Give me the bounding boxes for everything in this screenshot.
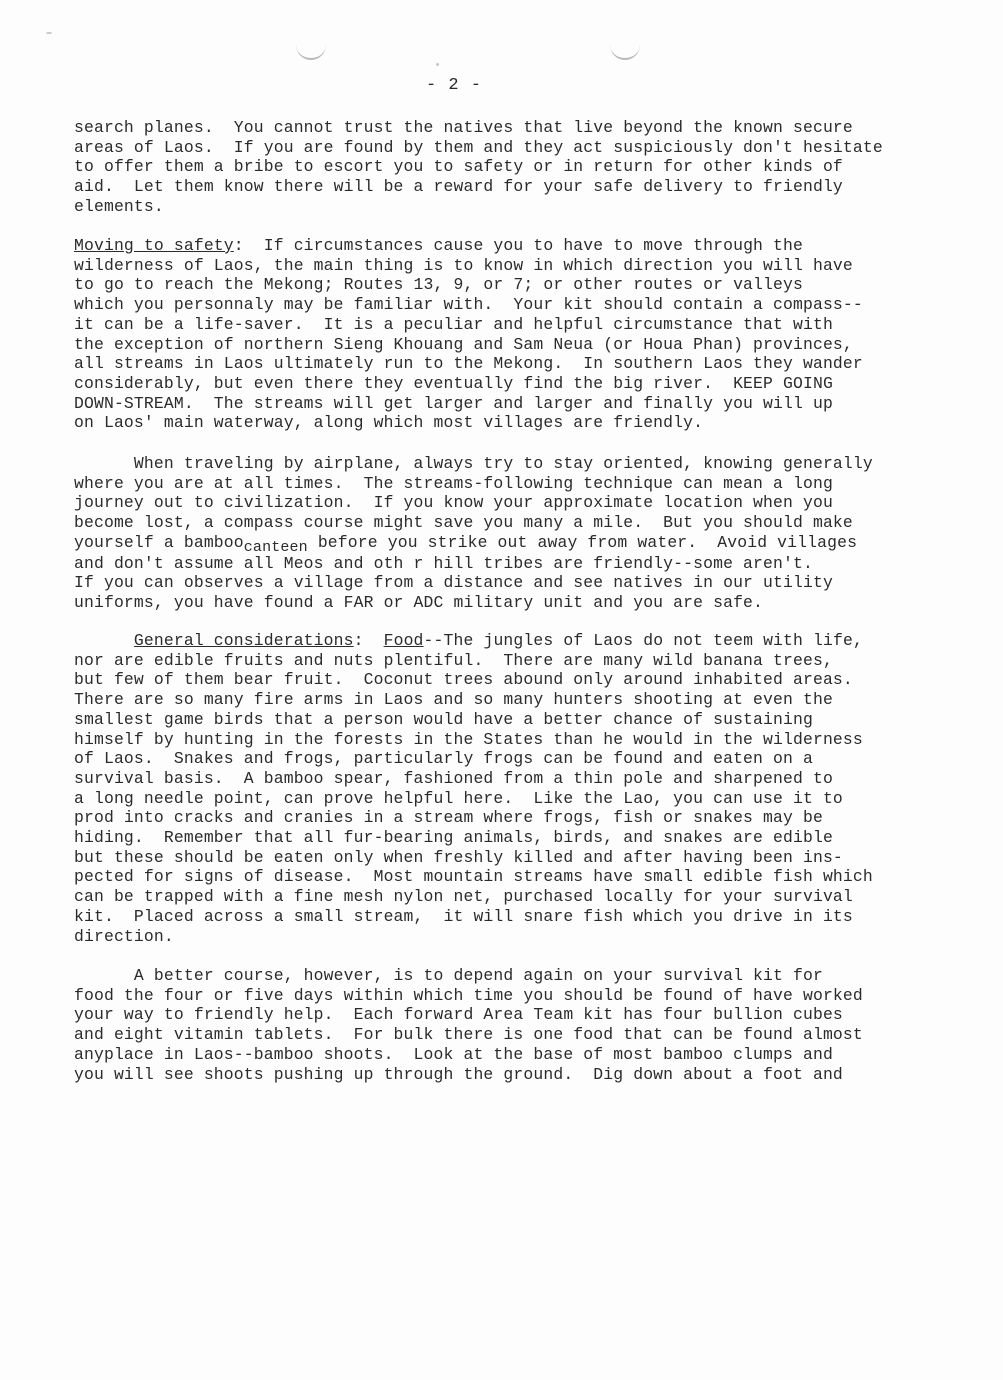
text-line: on Laos' main waterway, along which most villages are friendly. — [74, 413, 704, 433]
section-heading-general-considerations: General considerations — [133, 631, 354, 650]
text-run: yourself a bamboo — [74, 532, 244, 552]
text-run: : — [353, 631, 384, 650]
text-line — [74, 533, 874, 554]
paragraph-airplane-travel — [74, 454, 874, 613]
punch-hole-mark-right — [610, 40, 640, 60]
text-line: elements. — [74, 196, 164, 216]
text-line: a long needle point, can prove helpful here. Like the Lao, you can use it to — [74, 788, 843, 808]
text-line: uniforms, you have found a FAR or ADC military unit and you are safe. — [74, 592, 764, 612]
text-line: When traveling by airplane, always try to stay oriented, knowing generally — [74, 454, 873, 473]
text-line: direction. — [74, 926, 174, 946]
text-line: areas of Laos. If you are found by them and they act suspiciously don't hesitate — [74, 137, 883, 157]
text-line: aid. Let them know there will be a reward for your safe delivery to friendly — [74, 177, 843, 197]
text-line: nor are edible fruits and nuts plentiful. There are many wild banana trees, — [74, 650, 833, 670]
text-line: of Laos. Snakes and frogs, particularly frogs can be found and eaten on a — [74, 749, 813, 769]
text-line: journey out to civilization. If you know your approximate location when you — [74, 493, 833, 513]
text-line: pected for signs of disease. Most mountain streams have small edible fish which — [74, 867, 873, 887]
text-line: himself by hunting in the forests in the States than he would in the wilderness — [74, 729, 863, 749]
text-line: kit. Placed across a small stream, it will snare fish which you drive in its — [74, 906, 853, 926]
text-line: smallest game birds that a person would have a better chance of sustaining — [74, 709, 813, 729]
text-line: food the four or five days within which time you should be found of have worked — [74, 985, 863, 1005]
text-line: where you are at all times. The streams-following technique can mean a long — [74, 473, 833, 493]
text-line: to go to reach the Mekong; Routes 13, 9, or 7; or other routes or valleys — [74, 275, 803, 295]
punch-hole-mark-left — [296, 40, 326, 60]
text-line: prod into cracks and cranies in a stream where frogs, fish or snakes may be — [74, 808, 823, 828]
text-line: become lost, a compass course might save you many a mile. But you should make — [74, 513, 853, 533]
text-line: you will see shoots pushing up through the ground. Dig down about a foot and — [74, 1064, 843, 1084]
text-line: hiding. Remember that all fur-bearing animals, birds, and snakes are edible — [74, 828, 833, 848]
text-line — [74, 236, 874, 256]
text-line: There are so many fire arms in Laos and so many hunters shooting at even the — [74, 690, 833, 710]
paper-speck — [46, 32, 52, 34]
paragraph-general-considerations — [74, 631, 874, 946]
text-line: A better course, however, is to depend again on your survival kit for — [74, 966, 823, 985]
text-line: considerably, but even there they eventually find the big river. KEEP GOING — [74, 373, 833, 393]
text-line: but these should be eaten only when freshly killed and after having been ins- — [74, 847, 843, 867]
text-line: and eight vitamin tablets. For bulk there is one food that can be found almost — [74, 1025, 863, 1045]
text-run — [74, 631, 134, 650]
text-line: all streams in Laos ultimately run to the Mekong. In southern Laos they wander — [74, 354, 863, 374]
text-line: your way to friendly help. Each forward Area Team kit has four bullion cubes — [74, 1005, 843, 1025]
subheading-food: Food — [383, 631, 424, 650]
paragraph-natives — [74, 118, 883, 217]
paper-speck — [436, 63, 439, 66]
text-line: If you can observes a village from a distance and see natives in our utility — [74, 573, 833, 593]
text-line: it can be a life-saver. It is a peculiar and helpful circumstance that with — [74, 314, 833, 334]
text-line: anyplace in Laos--bamboo shoots. Look at the base of most bamboo clumps and — [74, 1044, 833, 1064]
text-line: and don't assume all Meos and oth r hill tribes are friendly--some aren't. — [74, 553, 813, 573]
text-line: wilderness of Laos, the main thing is to know in which direction you will have — [74, 255, 853, 275]
section-heading-moving-to-safety: Moving to safety — [74, 236, 234, 255]
text-line: can be trapped with a fine mesh nylon net, purchased locally for your survival — [74, 887, 853, 907]
paragraph-moving-to-safety — [74, 236, 874, 433]
text-line: but few of them bear fruit. Coconut trees abound only around inhabited areas. — [74, 670, 853, 690]
text-line: to offer them a bribe to escort you to safety or in return for other kinds of — [74, 157, 843, 177]
page-number: - 2 - — [425, 76, 482, 95]
text-run: before you strike out away from water. Avoid villages — [307, 532, 858, 552]
text-run-canteen: canteen — [243, 538, 308, 556]
text-line: DOWN-STREAM. The streams will get larger and larger and finally you will up — [74, 393, 833, 413]
text-run: --The jungles of Laos do not teem with life, — [423, 631, 863, 650]
text-line: the exception of northern Sieng Khouang and Sam Neua (or Houa Phan) provinces, — [74, 334, 853, 354]
text-line: survival basis. A bamboo spear, fashioned from a thin pole and sharpened to — [74, 768, 833, 788]
text-line: which you personnaly may be familiar with. Your kit should contain a compass-- — [74, 295, 863, 315]
text-line — [74, 631, 874, 651]
paragraph-survival-kit-food — [74, 966, 874, 1084]
text-run: : If circumstances cause you to have to move through the — [233, 236, 803, 255]
text-line: search planes. You cannot trust the natives that live beyond the known secure — [74, 118, 853, 137]
